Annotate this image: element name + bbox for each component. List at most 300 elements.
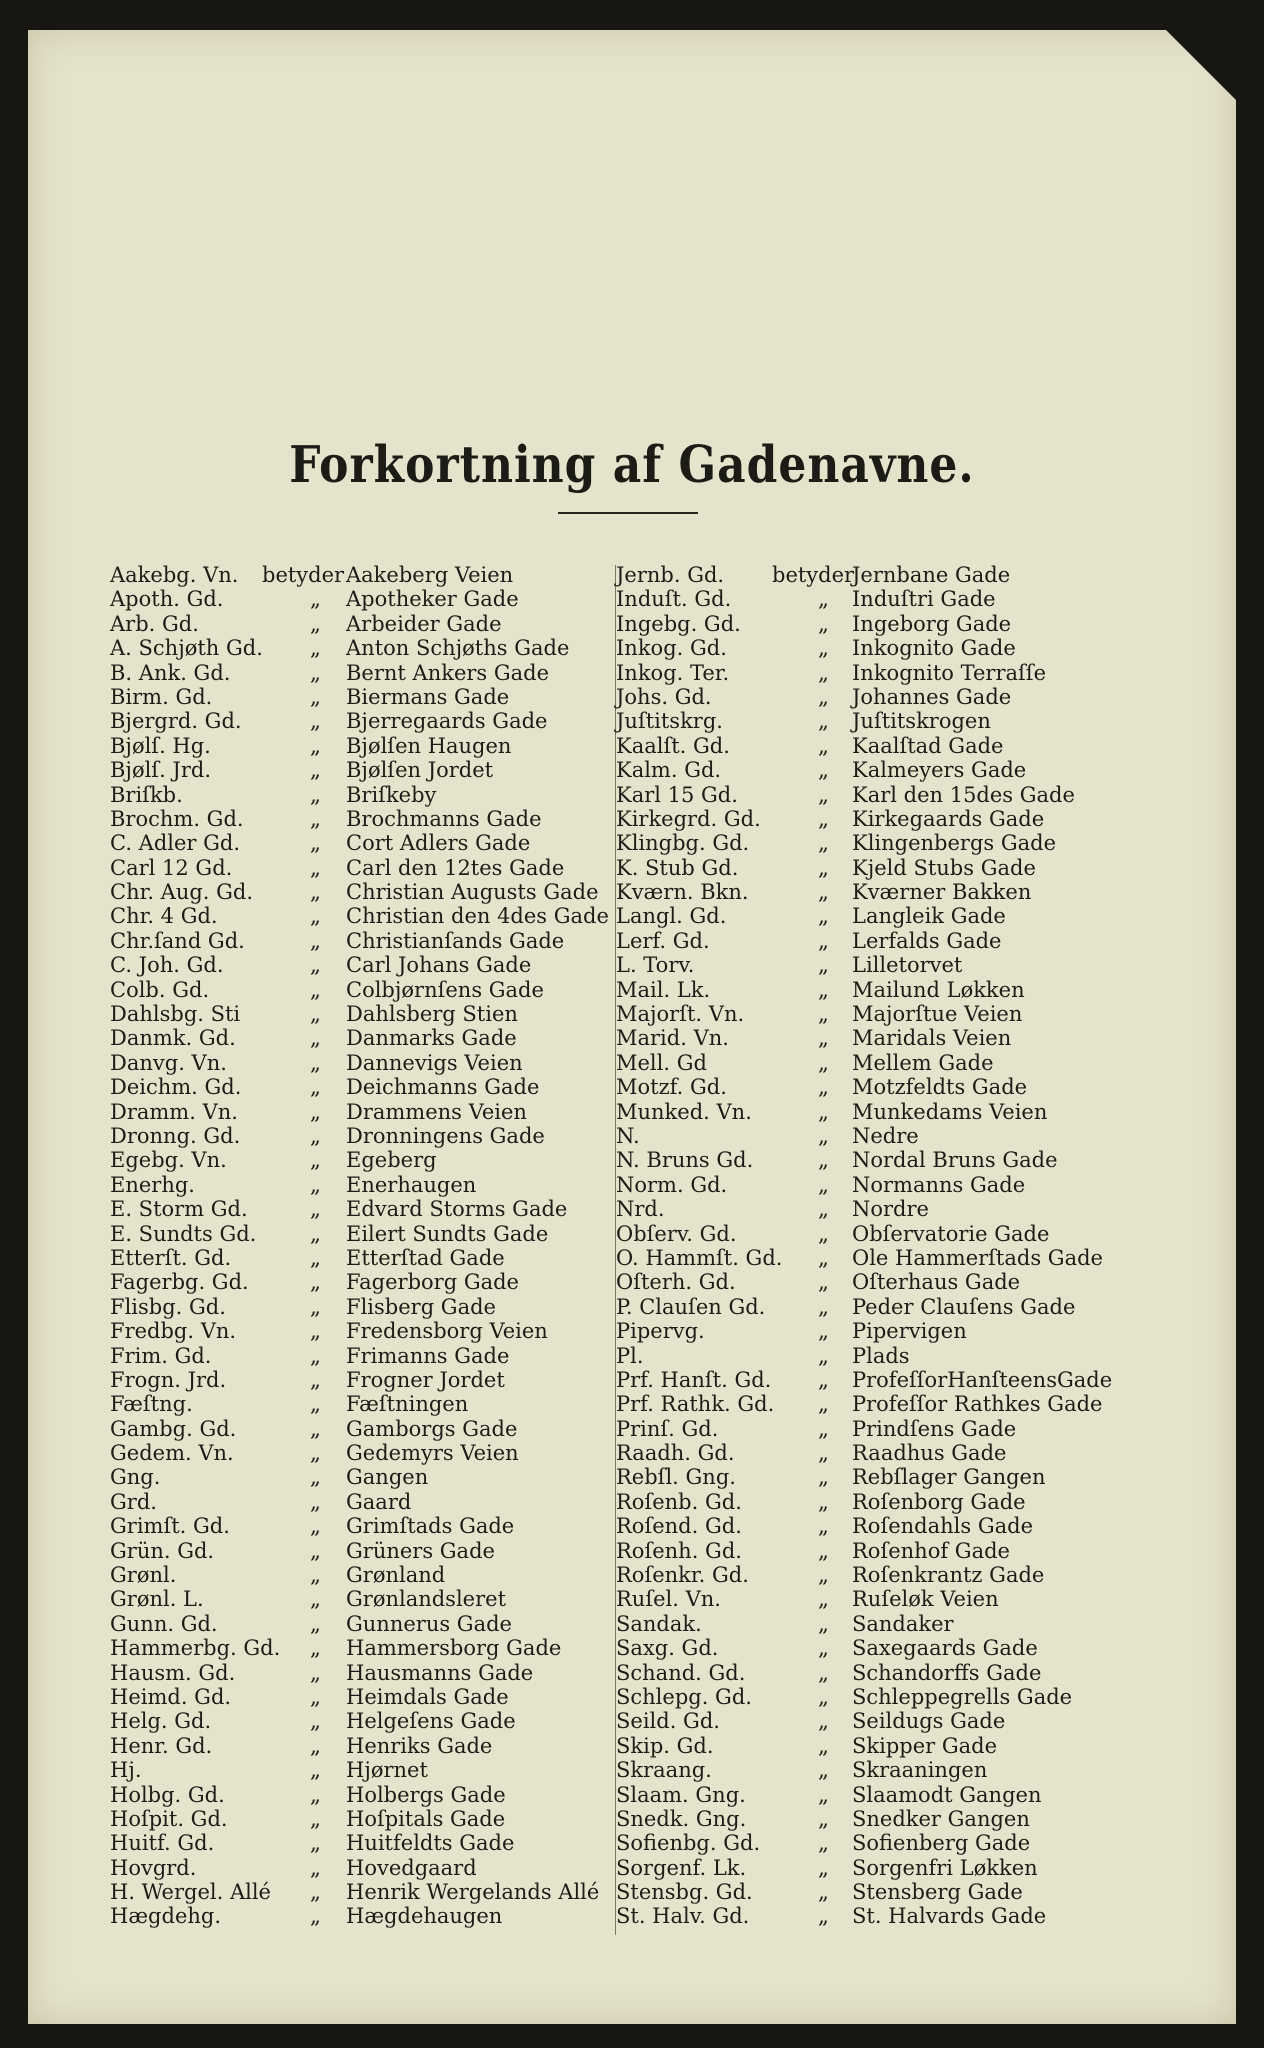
ditto-mark: „ (818, 1197, 829, 1222)
full-street-name: Sandaker (852, 1611, 954, 1636)
full-street-name: Juſtitskrogen (852, 709, 991, 734)
full-street-name: Anton Schjøths Gade (346, 636, 570, 661)
abbreviation: Prf. Hanſt. Gd. (616, 1367, 772, 1392)
full-street-name: Lilletorvet (852, 953, 963, 978)
abbreviation: Kaalſt. Gd. (616, 733, 730, 758)
ditto-mark: „ (818, 928, 829, 953)
ditto-mark: „ (310, 831, 321, 856)
abbreviation: Gambg. Gd. (110, 1416, 237, 1441)
full-street-name: Munkedams Veien (852, 1099, 1048, 1124)
full-street-name: Inkognito Terraſſe (852, 660, 1047, 685)
full-street-name: Mellem Gade (852, 1050, 994, 1075)
full-street-name: Christian Augusts Gade (346, 880, 599, 905)
ditto-mark: „ (310, 758, 321, 783)
ditto-mark: „ (818, 904, 829, 929)
abbreviation: Fæſtng. (110, 1392, 193, 1417)
ditto-mark: „ (310, 1855, 321, 1880)
abbreviation: Prinſ. Gd. (616, 1416, 719, 1441)
full-street-name: Prindſens Gade (852, 1416, 1017, 1441)
ditto-mark: „ (818, 1538, 829, 1563)
full-street-name: Inkognito Gade (852, 636, 1016, 661)
ditto-mark: „ (818, 733, 829, 758)
abbreviation: Enerhg. (110, 1172, 195, 1197)
abbreviation: Sorgenf. Lk. (616, 1855, 747, 1880)
ditto-mark: „ (310, 611, 321, 636)
abbreviation: Schlepg. Gd. (616, 1684, 752, 1709)
ditto-mark: „ (818, 1611, 829, 1636)
full-street-name: Gamborgs Gade (346, 1416, 518, 1441)
abbreviation: Dronng. Gd. (110, 1123, 241, 1148)
full-street-name: Enerhaugen (346, 1172, 477, 1197)
abbreviation: Grün. Gd. (110, 1538, 215, 1563)
full-street-name: Fagerborg Gade (346, 1270, 519, 1295)
ditto-mark: „ (818, 1782, 829, 1807)
ditto-mark: „ (818, 660, 829, 685)
ditto-mark: „ (310, 1904, 321, 1929)
ditto-mark: „ (310, 1489, 321, 1514)
abbreviation: St. Halv. Gd. (616, 1904, 750, 1929)
abbreviation: Gng. (110, 1465, 161, 1490)
abbreviation: Fredbg. Vn. (110, 1319, 237, 1344)
full-street-name: Schleppegrells Gade (852, 1684, 1073, 1709)
ditto-mark: „ (310, 1099, 321, 1124)
abbreviation: Fagerbg. Gd. (110, 1270, 249, 1295)
abbreviation: Seild. Gd. (616, 1709, 720, 1734)
full-street-name: Dannevigs Veien (346, 1050, 523, 1075)
full-street-name: Colbjørnſens Gade (346, 977, 544, 1002)
ditto-mark: „ (310, 1611, 321, 1636)
abbreviation: Langl. Gd. (616, 904, 727, 929)
abbreviation: C. Joh. Gd. (110, 953, 224, 978)
abbreviation: Grd. (110, 1489, 157, 1514)
full-street-name: Bernt Ankers Gade (346, 660, 550, 685)
full-street-name: Drammens Veien (346, 1099, 527, 1124)
ditto-mark: „ (818, 709, 829, 734)
abbreviation: Induſt. Gd. (616, 587, 732, 612)
ditto-mark: „ (818, 1367, 829, 1392)
abbreviation: Rebſl. Gng. (616, 1465, 736, 1490)
ditto-mark: „ (310, 1538, 321, 1563)
ditto-mark: „ (310, 1392, 321, 1417)
full-street-name: Nedre (852, 1123, 919, 1148)
abbreviation: Arb. Gd. (110, 611, 199, 636)
abbreviation: N. (616, 1123, 640, 1148)
full-street-name: Arbeider Gade (346, 611, 502, 636)
full-street-name: Henriks Gade (346, 1733, 493, 1758)
full-street-name: Majorſtue Veien (852, 1002, 1023, 1027)
ditto-mark: „ (310, 660, 321, 685)
full-street-name: Dronningens Gade (346, 1123, 545, 1148)
abbreviation: Norm. Gd. (616, 1172, 728, 1197)
title-rule (558, 512, 698, 514)
abbreviation: Johs. Gd. (616, 684, 712, 709)
ditto-mark: „ (818, 1245, 829, 1270)
abbreviation: Carl 12 Gd. (110, 855, 233, 880)
full-street-name: Saxegaards Gade (852, 1636, 1038, 1661)
abbreviation: L. Torv. (616, 953, 695, 978)
full-street-name: Flisberg Gade (346, 1294, 496, 1319)
full-street-name: Fæſtningen (346, 1392, 469, 1417)
abbreviation: Colb. Gd. (110, 977, 210, 1002)
abbreviation: K. Stub Gd. (616, 855, 739, 880)
abbreviation: Roſenb. Gd. (616, 1489, 742, 1514)
abbreviation: Ruſel. Vn. (616, 1587, 721, 1612)
abbreviation: Bjergrd. Gd. (110, 709, 242, 734)
ditto-mark: „ (310, 1148, 321, 1173)
ditto-mark: „ (310, 1806, 321, 1831)
full-street-name: Raadhus Gade (852, 1441, 1007, 1466)
document-page (28, 30, 1236, 2024)
abbreviation: Flisbg. Gd. (110, 1294, 226, 1319)
ditto-mark: „ (310, 855, 321, 880)
abbreviation: Dahlsbg. Sti (110, 1002, 241, 1027)
full-street-name: Carl den 12tes Gade (346, 855, 565, 880)
abbreviation: Raadh. Gd. (616, 1441, 735, 1466)
abbreviation: Dramm. Vn. (110, 1099, 238, 1124)
full-street-name: ProfeſſorHanſteensGade (852, 1367, 1113, 1392)
ditto-mark: „ (818, 1002, 829, 1027)
full-street-name: Pipervigen (852, 1319, 967, 1344)
ditto-mark: „ (818, 1050, 829, 1075)
ditto-mark: „ (310, 1441, 321, 1466)
ditto-mark: „ (818, 880, 829, 905)
ditto-mark: „ (310, 1197, 321, 1222)
full-street-name: Frimanns Gade (346, 1343, 510, 1368)
full-street-name: Gaard (346, 1489, 412, 1514)
ditto-mark: „ (818, 1806, 829, 1831)
ditto-mark: „ (818, 977, 829, 1002)
ditto-mark: „ (310, 1123, 321, 1148)
full-street-name: Ruſeløk Veien (852, 1587, 999, 1612)
abbreviation: Obſerv. Gd. (616, 1221, 737, 1246)
ditto-mark: „ (310, 1563, 321, 1588)
full-street-name: Nordal Bruns Gade (852, 1148, 1058, 1173)
betyder-label: betyder (772, 563, 855, 587)
full-street-name: Apotheker Gade (346, 587, 519, 612)
full-street-name: Seildugs Gade (852, 1709, 1006, 1734)
full-street-name: Johannes Gade (852, 684, 1012, 709)
ditto-mark: „ (818, 1489, 829, 1514)
full-street-name: Dahlsberg Stien (346, 1002, 518, 1027)
ditto-mark: „ (310, 1465, 321, 1490)
abbreviation: P. Clauſen Gd. (616, 1294, 766, 1319)
abbreviation: Skraang. (616, 1758, 712, 1783)
ditto-mark: „ (818, 1221, 829, 1246)
full-street-name: Profeſſor Rathkes Gade (852, 1392, 1103, 1417)
abbreviation: O. Hammſt. Gd. (616, 1245, 783, 1270)
full-street-name: Grønlandsleret (346, 1587, 507, 1612)
ditto-mark: „ (310, 1075, 321, 1100)
abbreviation: Frogn. Jrd. (110, 1367, 227, 1392)
abbreviation: E. Storm Gd. (110, 1197, 248, 1222)
abbreviation: Mail. Lk. (616, 977, 711, 1002)
ditto-mark: „ (310, 1880, 321, 1905)
abbreviation: Jernb. Gd. (616, 563, 725, 587)
full-street-name: Kværner Bakken (852, 880, 1032, 905)
abbreviation: H. Wergel. Allé (110, 1880, 271, 1905)
ditto-mark: „ (818, 587, 829, 612)
ditto-mark: „ (310, 1050, 321, 1075)
abbreviation: Grønl. (110, 1563, 177, 1588)
abbreviation: Pl. (616, 1343, 644, 1368)
ditto-mark: „ (818, 1660, 829, 1685)
ditto-mark: „ (310, 1587, 321, 1612)
full-street-name: Edvard Storms Gade (346, 1197, 568, 1222)
abbreviation: Danvg. Vn. (110, 1050, 227, 1075)
full-street-name: Briſkeby (346, 782, 437, 807)
abbreviation: Kirkegrd. Gd. (616, 806, 761, 831)
abbreviation: Aakebg. Vn. (110, 563, 239, 587)
ditto-mark: „ (818, 1880, 829, 1905)
abbreviation: Deichm. Gd. (110, 1075, 242, 1100)
ditto-mark: „ (818, 1026, 829, 1051)
full-street-name: Aakeberg Veien (346, 563, 514, 587)
abbreviation: Skip. Gd. (616, 1733, 714, 1758)
ditto-mark: „ (310, 1684, 321, 1709)
ditto-mark: „ (310, 1758, 321, 1783)
full-street-name: Sorgenfri Løkken (852, 1855, 1038, 1880)
ditto-mark: „ (818, 1636, 829, 1661)
abbreviation: Huitf. Gd. (110, 1831, 215, 1856)
ditto-mark: „ (310, 1831, 321, 1856)
page-title: Forkortning af Gadenavne. (289, 436, 975, 495)
ditto-mark: „ (310, 1782, 321, 1807)
full-street-name: Eilert Sundts Gade (346, 1221, 549, 1246)
full-street-name: Langleik Gade (852, 904, 1006, 929)
abbreviation: Munked. Vn. (616, 1099, 752, 1124)
abbreviation: Majorſt. Vn. (616, 1002, 745, 1027)
abbreviation: Holbg. Gd. (110, 1782, 225, 1807)
betyder-label: betyder (262, 563, 345, 587)
full-street-name: Heimdals Gade (346, 1684, 509, 1709)
ditto-mark: „ (310, 806, 321, 831)
abbreviation: Egebg. Vn. (110, 1148, 227, 1173)
ditto-mark: „ (310, 880, 321, 905)
abbreviation: Sofienbg. Gd. (616, 1831, 761, 1856)
ditto-mark: „ (818, 636, 829, 661)
full-street-name: Skipper Gade (852, 1733, 998, 1758)
ditto-mark: „ (818, 1075, 829, 1100)
abbreviation: Chr.ſand Gd. (110, 928, 245, 953)
ditto-mark: „ (310, 709, 321, 734)
abbreviation: Nrd. (616, 1197, 665, 1222)
abbreviation: Prf. Rathk. Gd. (616, 1392, 775, 1417)
full-street-name: Mailund Løkken (852, 977, 1025, 1002)
full-street-name: Sofienberg Gade (852, 1831, 1031, 1856)
ditto-mark: „ (310, 1367, 321, 1392)
abbreviation: Motzf. Gd. (616, 1075, 727, 1100)
full-street-name: Christian den 4des Gade (346, 904, 609, 929)
full-street-name: Egeberg (346, 1148, 437, 1173)
full-street-name: Gunnerus Gade (346, 1611, 512, 1636)
abbreviation: Saxg. Gd. (616, 1636, 719, 1661)
full-street-name: Roſenkrantz Gade (852, 1563, 1045, 1588)
abbreviation: Hægdehg. (110, 1904, 222, 1929)
full-street-name: Kaalſtad Gade (852, 733, 1004, 758)
ditto-mark: „ (818, 1465, 829, 1490)
ditto-mark: „ (310, 1733, 321, 1758)
full-street-name: Biermans Gade (346, 684, 510, 709)
ditto-mark: „ (818, 1758, 829, 1783)
ditto-mark: „ (818, 831, 829, 856)
full-street-name: Kalmeyers Gade (852, 758, 1027, 783)
full-street-name: Huitfeldts Gade (346, 1831, 515, 1856)
ditto-mark: „ (310, 1270, 321, 1295)
abbreviation: Hovgrd. (110, 1855, 197, 1880)
ditto-mark: „ (818, 1392, 829, 1417)
abbreviation: Heimd. Gd. (110, 1684, 232, 1709)
ditto-mark: „ (818, 1172, 829, 1197)
ditto-mark: „ (310, 684, 321, 709)
ditto-mark: „ (818, 1831, 829, 1856)
abbreviation: Juſtitskrg. (616, 709, 723, 734)
ditto-mark: „ (310, 733, 321, 758)
ditto-mark: „ (818, 1855, 829, 1880)
ditto-mark: „ (818, 1148, 829, 1173)
ditto-mark: „ (310, 1319, 321, 1344)
ditto-mark: „ (310, 1294, 321, 1319)
ditto-mark: „ (818, 758, 829, 783)
ditto-mark: „ (818, 684, 829, 709)
ditto-mark: „ (310, 1172, 321, 1197)
ditto-mark: „ (818, 1563, 829, 1588)
full-street-name: Normanns Gade (852, 1172, 1026, 1197)
abbreviation: Inkog. Ter. (616, 660, 730, 685)
abbreviation: Hammerbg. Gd. (110, 1636, 281, 1661)
full-street-name: Kjeld Stubs Gade (852, 855, 1036, 880)
full-street-name: Bjølſen Haugen (346, 733, 512, 758)
full-street-name: St. Halvards Gade (852, 1904, 1047, 1929)
abbreviation: Bjølſ. Hg. (110, 733, 211, 758)
abbreviation: Frim. Gd. (110, 1343, 212, 1368)
abbreviation: B. Ank. Gd. (110, 660, 231, 685)
full-street-name: Klingenbergs Gade (852, 831, 1057, 856)
full-street-name: Peder Clauſens Gade (852, 1294, 1076, 1319)
full-street-name: Cort Adlers Gade (346, 831, 531, 856)
abbreviation: Klingbg. Gd. (616, 831, 750, 856)
ditto-mark: „ (818, 611, 829, 636)
abbreviation: Apoth. Gd. (110, 587, 224, 612)
ditto-mark: „ (818, 782, 829, 807)
full-street-name: Stensberg Gade (852, 1880, 1023, 1905)
ditto-mark: „ (818, 855, 829, 880)
full-street-name: Helgeſens Gade (346, 1709, 516, 1734)
abbreviation: Hausm. Gd. (110, 1660, 236, 1685)
abbreviation: Hoſpit. Gd. (110, 1806, 228, 1831)
abbreviation: Mell. Gd (616, 1050, 707, 1075)
full-street-name: Hausmanns Gade (346, 1660, 534, 1685)
ditto-mark: „ (818, 1904, 829, 1929)
ditto-mark: „ (818, 1733, 829, 1758)
abbreviation: E. Sundts Gd. (110, 1221, 257, 1246)
ditto-mark: „ (310, 1709, 321, 1734)
full-street-name: Ingeborg Gade (852, 611, 1012, 636)
full-street-name: Skraaningen (852, 1758, 988, 1783)
abbreviation: Henr. Gd. (110, 1733, 213, 1758)
abbreviation: Kalm. Gd. (616, 758, 722, 783)
full-street-name: Schandorffs Gade (852, 1660, 1042, 1685)
ditto-mark: „ (818, 953, 829, 978)
ditto-mark: „ (818, 1684, 829, 1709)
abbreviation: Slaam. Gng. (616, 1782, 746, 1807)
abbreviation: Snedk. Gng. (616, 1806, 747, 1831)
abbreviation: Chr. 4 Gd. (110, 904, 218, 929)
abbreviation: Gedem. Vn. (110, 1441, 234, 1466)
full-street-name: Motzfeldts Gade (852, 1075, 1028, 1100)
full-street-name: Roſendahls Gade (852, 1514, 1034, 1539)
ditto-mark: „ (818, 1319, 829, 1344)
ditto-mark: „ (310, 1514, 321, 1539)
ditto-mark: „ (310, 1002, 321, 1027)
full-street-name: Gangen (346, 1465, 429, 1490)
abbreviation: Pipervg. (616, 1319, 705, 1344)
full-street-name: Hoſpitals Gade (346, 1806, 506, 1831)
abbreviation: N. Bruns Gd. (616, 1148, 754, 1173)
full-street-name: Grimſtads Gade (346, 1514, 515, 1539)
full-street-name: Hovedgaard (346, 1855, 477, 1880)
full-street-name: Carl Johans Gade (346, 953, 532, 978)
full-street-name: Maridals Veien (852, 1026, 1012, 1051)
full-street-name: Hammersborg Gade (346, 1636, 562, 1661)
ditto-mark: „ (310, 928, 321, 953)
ditto-mark: „ (818, 1514, 829, 1539)
ditto-mark: „ (818, 1709, 829, 1734)
full-street-name: Grüners Gade (346, 1538, 495, 1563)
ditto-mark: „ (310, 904, 321, 929)
ditto-mark: „ (310, 1416, 321, 1441)
full-street-name: Jernbane Gade (852, 563, 1011, 587)
abbreviation: Grønl. L. (110, 1587, 204, 1612)
abbreviation: Gunn. Gd. (110, 1611, 218, 1636)
ditto-mark: „ (310, 587, 321, 612)
abbreviation: Inkog. Gd. (616, 636, 727, 661)
abbreviation: Roſenkr. Gd. (616, 1563, 749, 1588)
full-street-name: Kirkegaards Gade (852, 806, 1045, 831)
abbreviation: Briſkb. (110, 782, 183, 807)
abbreviation: Danmk. Gd. (110, 1026, 236, 1051)
full-street-name: Grønland (346, 1563, 446, 1588)
full-street-name: Induſtri Gade (852, 587, 996, 612)
ditto-mark: „ (818, 1294, 829, 1319)
ditto-mark: „ (310, 953, 321, 978)
full-street-name: Rebſlager Gangen (852, 1465, 1046, 1490)
abbreviation: Ingebg. Gd. (616, 611, 741, 636)
abbreviation: Stensbg. Gd. (616, 1880, 753, 1905)
abbreviation: Brochm. Gd. (110, 806, 244, 831)
full-street-name: Bjølſen Jordet (346, 758, 494, 783)
abbreviation: Roſenh. Gd. (616, 1538, 742, 1563)
ditto-mark: „ (310, 977, 321, 1002)
full-street-name: Brochmanns Gade (346, 806, 542, 831)
full-street-name: Ole Hammerſtads Gade (852, 1245, 1103, 1270)
torn-corner (1166, 30, 1236, 100)
ditto-mark: „ (818, 1123, 829, 1148)
abbreviation: Oſterh. Gd. (616, 1270, 736, 1295)
full-street-name: Plads (852, 1343, 910, 1368)
ditto-mark: „ (310, 1026, 321, 1051)
ditto-mark: „ (818, 1270, 829, 1295)
ditto-mark: „ (818, 1099, 829, 1124)
ditto-mark: „ (818, 1416, 829, 1441)
abbreviation: Schand. Gd. (616, 1660, 746, 1685)
abbreviation: A. Schjøth Gd. (110, 636, 263, 661)
ditto-mark: „ (818, 806, 829, 831)
full-street-name: Lerfalds Gade (852, 928, 1002, 953)
full-street-name: Frogner Jordet (346, 1367, 505, 1392)
abbreviation: Birm. Gd. (110, 684, 213, 709)
full-street-name: Etterſtad Gade (346, 1245, 505, 1270)
full-street-name: Danmarks Gade (346, 1026, 517, 1051)
